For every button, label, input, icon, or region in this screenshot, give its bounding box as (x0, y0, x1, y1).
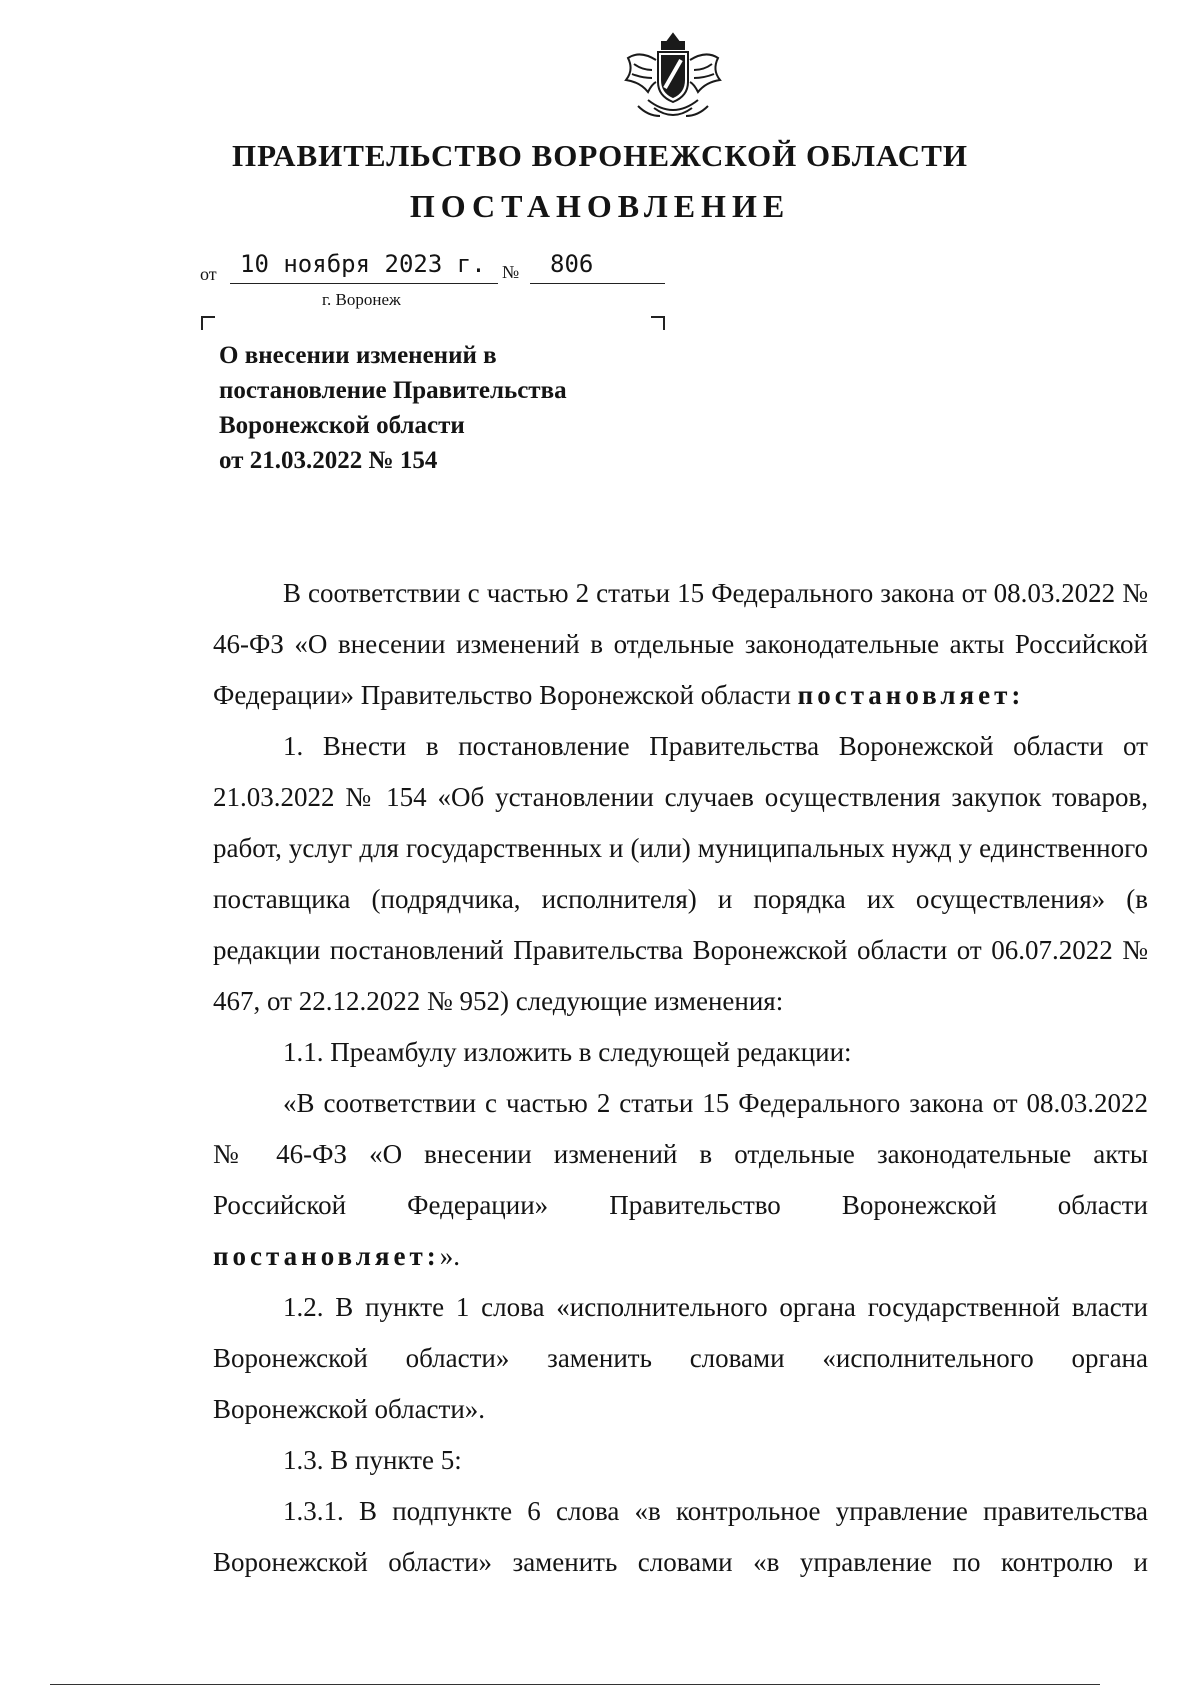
subject-line: Воронежской области (219, 412, 465, 439)
clause-1-3-paragraph: 1.3. В пункте 5: (283, 1445, 462, 1475)
corner-bracket-left (201, 316, 215, 330)
city-label: г. Воронеж (322, 290, 401, 309)
quote-end: ». (439, 1241, 460, 1271)
organization-title: ПРАВИТЕЛЬСТВО ВОРОНЕЖСКОЙ ОБЛАСТИ (232, 138, 968, 173)
date-underline (230, 283, 498, 284)
document-subject (219, 338, 679, 478)
number-underline (530, 283, 665, 284)
subject-line: О внесении изменений в (219, 342, 497, 369)
subject-line: постановление Правительства (219, 377, 567, 404)
document-date: 10 ноября 2023 г. (240, 250, 486, 278)
corner-bracket-right (651, 316, 665, 330)
decree-word: постановляет: (797, 680, 1025, 710)
clause-1-paragraph: 1. Внести в постановление Правительства Воронежской области от 21.03.2022 № 154 «Об установлении случаев осуществления закупок товаров, работ, услуг для государственных и (или) муниципальных нужд у единственного поставщика (подрядчика, исполнителя) и порядка их осуществления» (в редакции постановлений Правительства Воронежской области от 06.07.2022 № 467, от 22.12.2022 № 952) следующие изменения: (213, 731, 1148, 1016)
document-number: 806 (550, 250, 594, 278)
from-label: от (200, 264, 217, 284)
number-label: № (502, 262, 520, 282)
clause-1-2-paragraph: 1.2. В пункте 1 слова «исполнительного органа государственной власти Воронежской области» заменить словами «исполнительного органа Воронежской области». (213, 1292, 1148, 1424)
clause-1-1-quote-paragraph (213, 1078, 1148, 1282)
document-body (213, 568, 1148, 1588)
clause-1-3-1-paragraph: 1.3.1. В подпункте 6 слова «в контрольное управление правительства Воронежской области» заменить словами «в управление по контролю и (213, 1496, 1148, 1577)
quote-text: «В соответствии с частью 2 статьи 15 Федерального закона от 08.03.2022 № 46-ФЗ «О внесении изменений в отдельные законодательные акты Российской Федерации» Правительство Воронежской области (213, 1088, 1148, 1220)
date-number-row (200, 250, 680, 290)
decree-word: постановляет: (213, 1241, 440, 1271)
subject-line: от 21.03.2022 № 154 (219, 447, 438, 474)
bottom-rule (50, 1684, 1100, 1685)
preamble-text: В соответствии с частью 2 статьи 15 Федерального закона от 08.03.2022 № 46-ФЗ «О внесении изменений в отдельные законодательные акты Российской Федерации» Правительство Воронежской области (213, 578, 1148, 710)
coat-of-arms-emblem (618, 30, 728, 126)
clause-1-1-paragraph: 1.1. Преамбулу изложить в следующей редакции: (283, 1037, 852, 1067)
preamble-paragraph (213, 568, 1148, 721)
document-type-title: ПОСТАНОВЛЕНИЕ (409, 188, 791, 224)
